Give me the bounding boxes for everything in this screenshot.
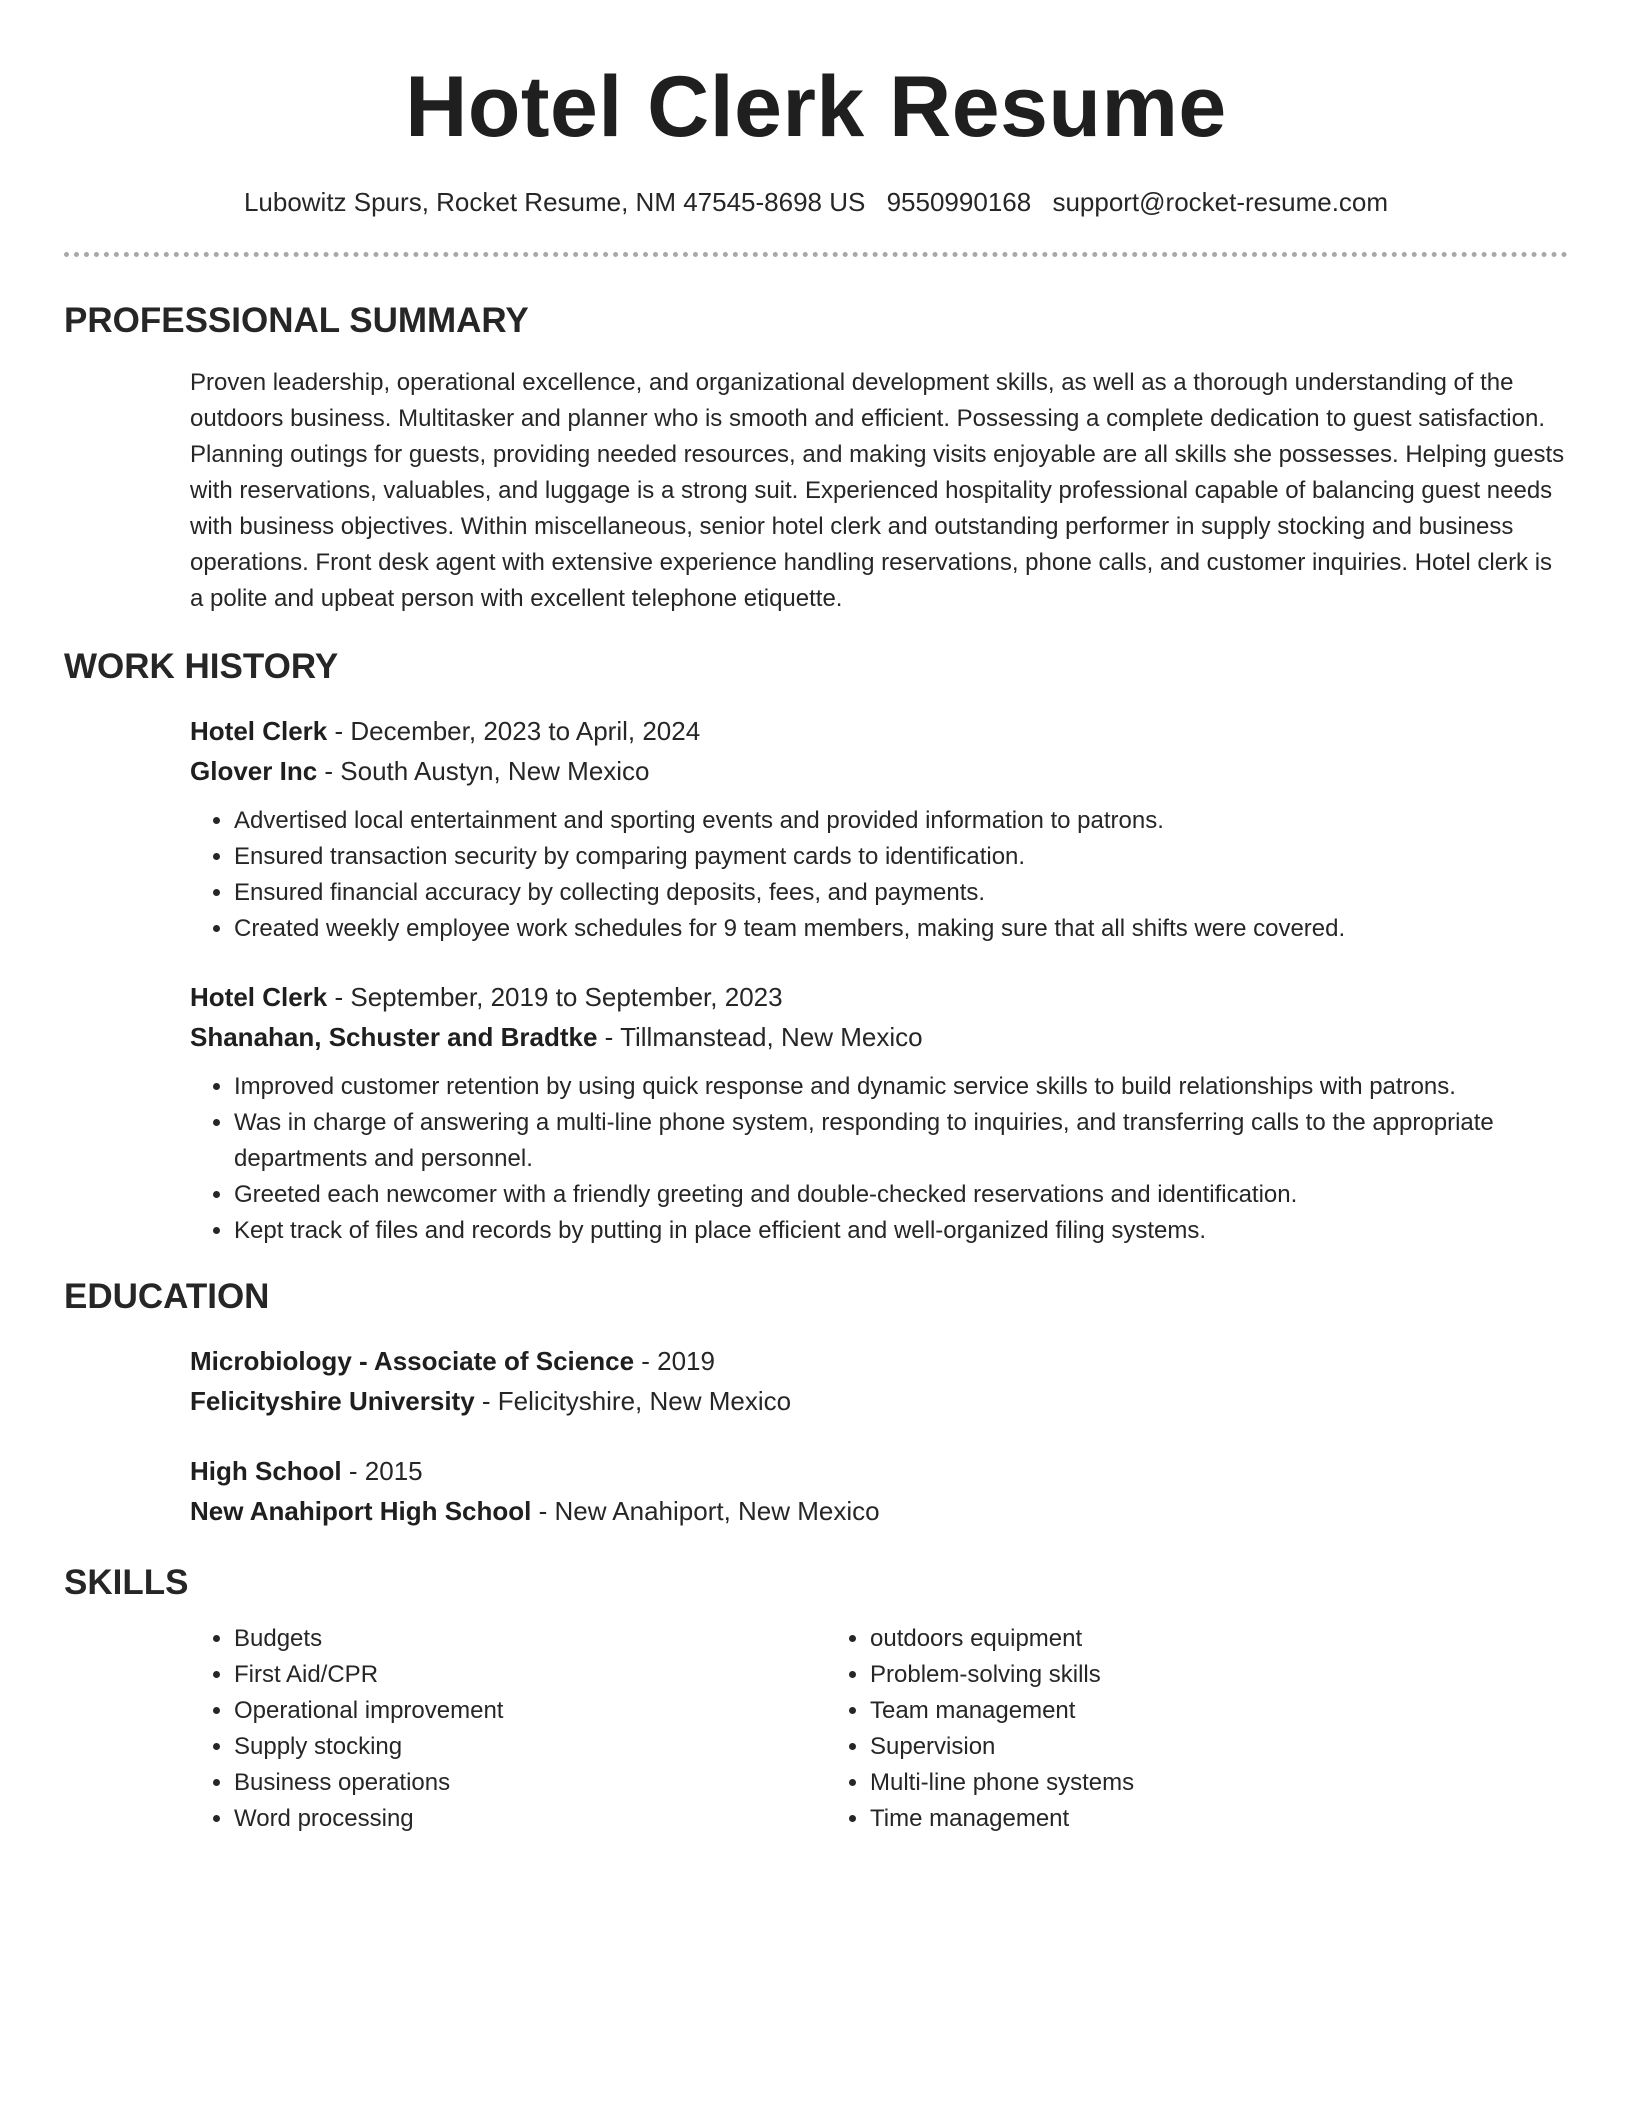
job-bullet: • Was in charge of answering a multi-line phone system, responding to inquiries, and transferring calls to the appropriate departments and personnel. [234,1105,1568,1177]
skills-grid [190,1621,1568,1837]
school-line [190,1381,1568,1421]
degree: Microbiology - Associate of Science [190,1346,635,1376]
contact-address: Lubowitz Spurs, Rocket Resume, NM 47545-8698 US [243,187,866,217]
job-bullet: • Ensured transaction security by comparing payment cards to identification. [234,839,1568,875]
skills-heading: SKILLS [64,1563,189,1602]
skill-item: • Time management [870,1801,1462,1837]
skill-item: • Word processing [234,1801,826,1837]
degree-line [190,1341,1568,1381]
school-line [190,1491,1568,1531]
job-dates: - September, 2019 to September, 2023 [327,982,783,1012]
job-title-line [190,977,1568,1017]
school-location: - Felicityshire, New Mexico [474,1386,792,1416]
contact-phone: 9550990168 [886,187,1032,217]
skill-item: • Team management [870,1693,1462,1729]
job-dates: - December, 2023 to April, 2024 [327,716,701,746]
job-entry [190,977,1568,1249]
job-bullet: • Kept track of files and records by putting in place efficient and well-organized filing systems. [234,1213,1568,1249]
job-title: Hotel Clerk [190,716,328,746]
degree-year: - 2019 [634,1346,715,1376]
header-divider [64,252,1568,257]
job-company: Shanahan, Schuster and Bradtke [190,1022,598,1052]
skill-item: • First Aid/CPR [234,1657,826,1693]
school: Felicityshire University [190,1386,475,1416]
job-company-line [190,1017,1568,1057]
skill-item: • Supply stocking [234,1729,826,1765]
summary-heading: PROFESSIONAL SUMMARY [64,301,529,340]
skill-item: • Business operations [234,1765,826,1801]
job-bullet: • Improved customer retention by using quick response and dynamic service skills to build relationships with patrons. [234,1069,1568,1105]
job-bullet: • Greeted each newcomer with a friendly greeting and double-checked reservations and identification. [234,1177,1568,1213]
job-title-line [190,711,1568,751]
skill-item: • Budgets [234,1621,826,1657]
job-location: - South Austyn, New Mexico [317,756,650,786]
job-bullets [190,1069,1568,1249]
job-bullet: • Created weekly employee work schedules for 9 team members, making sure that all shifts were covered. [234,911,1568,947]
skill-item: • Problem-solving skills [870,1657,1462,1693]
degree-year: - 2015 [341,1456,423,1486]
education-entry [190,1341,1568,1421]
contact-line [64,184,1568,220]
skill-item: • outdoors equipment [870,1621,1462,1657]
job-company: Glover Inc [190,756,318,786]
job-entry [190,711,1568,947]
contact-email: support@rocket-resume.com [1052,187,1389,217]
work-history-heading: WORK HISTORY [64,647,339,686]
skill-item: • Multi-line phone systems [870,1765,1462,1801]
degree: High School [190,1456,342,1486]
skill-item: • Operational improvement [234,1693,826,1729]
job-bullet: • Advertised local entertainment and sporting events and provided information to patrons. [234,803,1568,839]
job-location: - Tillmanstead, New Mexico [597,1022,923,1052]
summary-text: Proven leadership, operational excellence, and organizational development skills, as well as a thorough understanding of the outdoors business. Multitasker and planner who is smooth and efficient. Possessing a complete dedication to guest satisfaction. Planning outings for guests, providing needed resources, and making visits enjoyable are all skills she possesses. Helping guests with reservations, valuables, and luggage is a strong suit. Experienced hospitality professional capable of balancing guest needs with business objectives. Within miscellaneous, senior hotel clerk and outstanding performer in supply stocking and business operations. Front desk agent with extensive experience handling reservations, phone calls, and customer inquiries. Hotel clerk is a polite and upbeat person with excellent telephone etiquette. [190,369,1565,612]
skills-column-left [190,1621,826,1837]
resume-title: Hotel Clerk Resume [405,59,1227,155]
school: New Anahiport High School [190,1496,532,1526]
job-company-line [190,751,1568,791]
education-heading: EDUCATION [64,1277,270,1316]
job-bullets [190,803,1568,947]
skill-item: • Supervision [870,1729,1462,1765]
skills-column-right [826,1621,1462,1837]
education-entry [190,1451,1568,1531]
degree-line [190,1451,1568,1491]
job-bullet: • Ensured financial accuracy by collecting deposits, fees, and payments. [234,875,1568,911]
job-title: Hotel Clerk [190,982,328,1012]
school-location: - New Anahiport, New Mexico [531,1496,880,1526]
